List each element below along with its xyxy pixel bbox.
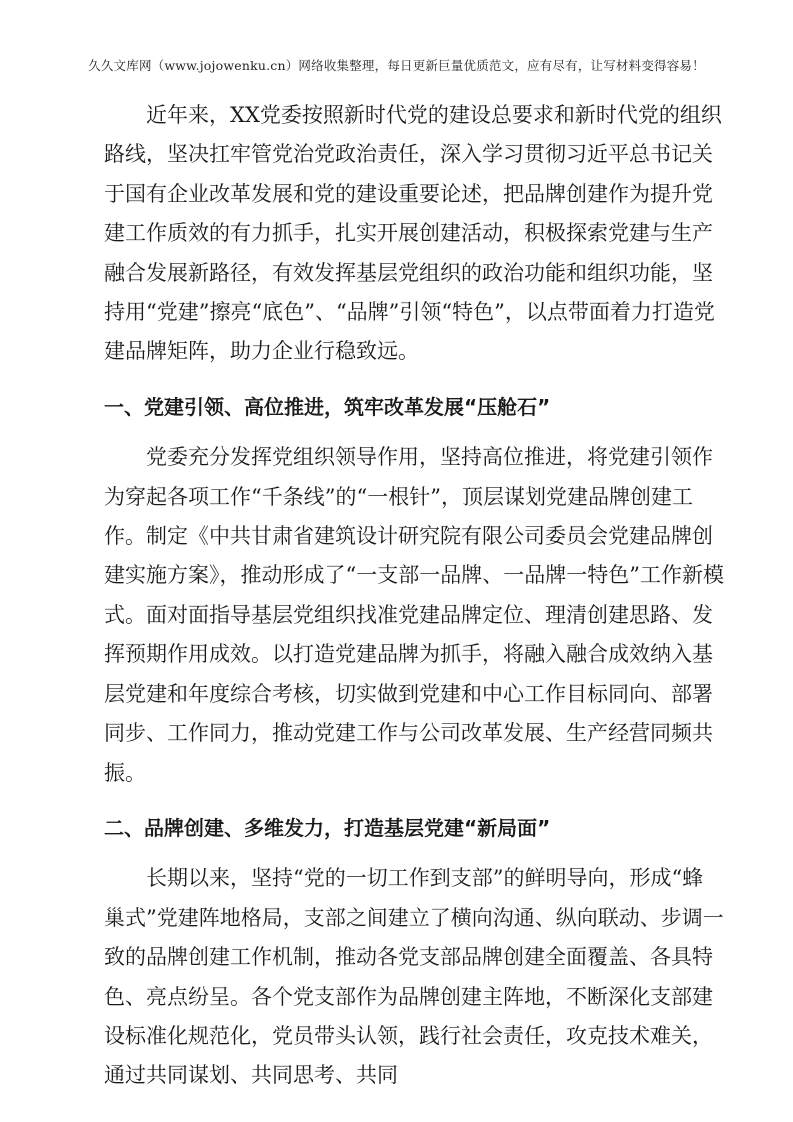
section-2-paragraph: 长期以来，坚持“党的一切工作到支部”的鲜明导向，形成“蜂巢式”党建阵地格局，支部之间建立了横向沟通、纵向联动、步调一致的品牌创建工作机制，推动各党支部品牌创建全面覆盖、各具特色、亮点纷呈。各个党支部作为品牌创建主阵地，不断深化支部建设标准化规范化，党员带头认领，践行社会责任，攻克技术难关，通过共同谋划、共同思考、共同 — [104, 866, 724, 1088]
document-body — [104, 96, 724, 1096]
section-1-heading: 一、党建引领、高位推进，筑牢改革发展“压舱石” — [104, 394, 551, 419]
section-2-heading: 二、品牌创建、多维发力，打造基层党建“新局面” — [104, 815, 551, 840]
intro-paragraph: 近年来，XX党委按照新时代党的建设总要求和新时代党的组织路线，坚决扛牢管党治党政治责任，深入学习贯彻习近平总书记关于国有企业改革发展和党的建设重要论述，把品牌创建作为提升党建工作质效的有力抓手，扎实开展创建活动，积极探索党建与生产融合发展新路径，有效发挥基层党组织的政治功能和组织功能，坚持用“党建”擦亮“底色”、“品牌”引领“特色”，以点带面着力打造党建品牌矩阵，助力企业行稳致远。 — [104, 103, 722, 364]
section-1-paragraph: 党委充分发挥党组织领导作用，坚持高位推进，将党建引领作为穿起各项工作“千条线”的“一根针”，顶层谋划党建品牌创建工作。制定《中共甘肃省建筑设计研究院有限公司委员会党建品牌创建实施方案》，推动形成了“一支部一品牌、一品牌一特色”工作新模式。面对面指导基层党组织找准党建品牌定位、理清创建思路、发挥预期作用成效。以打造党建品牌为抓手，将融入融合成效纳入基层党建和年度综合考核，切实做到党建和中心工作目标同向、部署同步、工作同力，推动党建工作与公司改革发展、生产经营同频共振。 — [104, 445, 724, 785]
header-note: 久久文库网（www.jojowenku.cn）网络收集整理，每日更新巨量优质范文，应有尽有，让写材料变得容易！ — [88, 58, 705, 73]
